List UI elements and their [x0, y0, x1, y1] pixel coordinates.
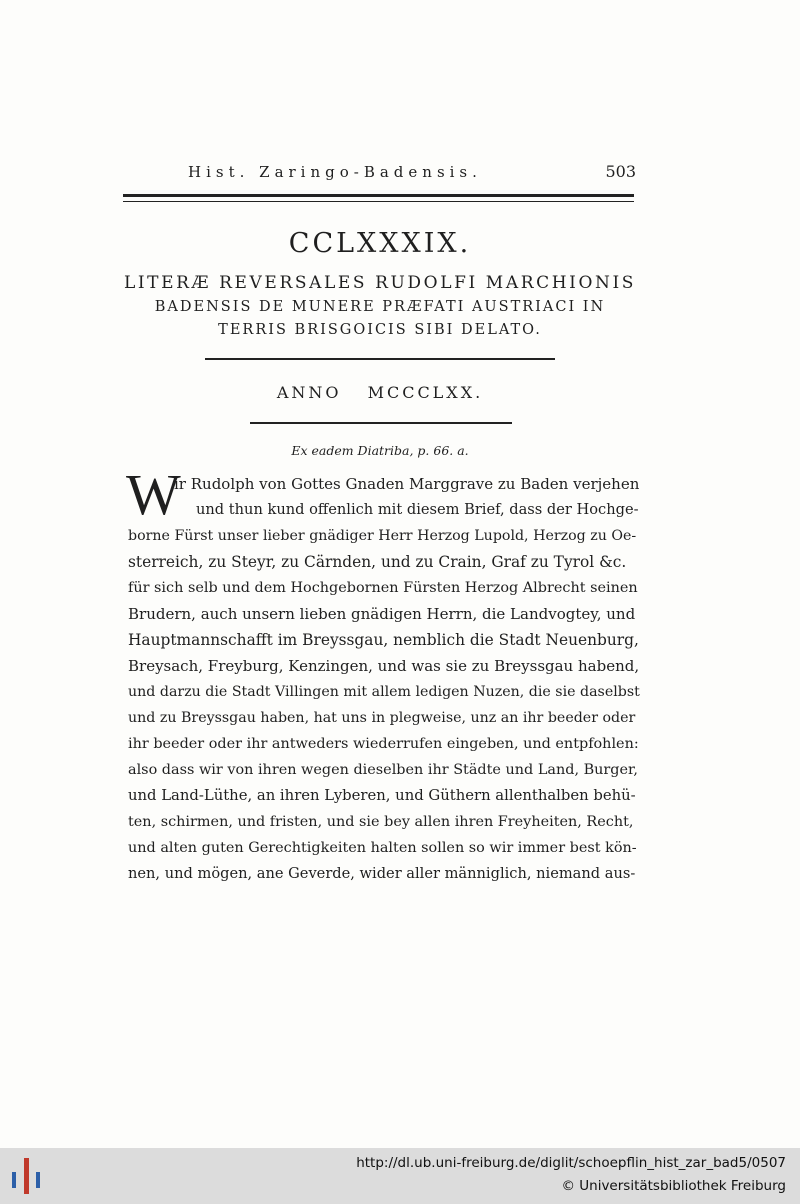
logo-bar-center: [24, 1158, 29, 1194]
body-line-12: also dass wir von ihren wegen dieselben ihr Städte und Land, Burger,: [128, 762, 638, 778]
drop-cap: W: [126, 462, 181, 527]
body-line-4: sterreich, zu Steyr, zu Cärnden, und zu Crain, Graf zu Tyrol &c.: [128, 553, 627, 571]
header-rule-thin: [123, 201, 634, 202]
copyright-notice: © Universitätsbibliothek Freiburg: [561, 1178, 786, 1194]
body-line-14: ten, schirmen, und fristen, und sie bey allen ihren Freyheiten, Recht,: [128, 814, 634, 830]
permalink-url[interactable]: http://dl.ub.uni-freiburg.de/diglit/schoepflin_hist_zar_bad5/0507: [356, 1155, 786, 1171]
header-rule-thick: [123, 194, 634, 197]
section-rule-2: [250, 422, 512, 424]
body-line-1: ir Rudolph von Gottes Gnaden Marggrave zu Baden verjehen: [174, 475, 640, 493]
subtitle-line-1: LITERÆ REVERSALES RUDOLFI MARCHIONIS: [123, 273, 637, 293]
body-line-6: Brudern, auch unsern lieben gnädigen Herrn, die Landvogtey, und: [128, 605, 636, 623]
logo-bar-left: [12, 1172, 16, 1188]
section-rule-1: [205, 358, 555, 360]
running-head: [188, 163, 636, 185]
body-line-2: und thun kund offenlich mit diesem Brief, dass der Hochge-: [196, 501, 639, 518]
running-head-title: Hist. Zaringo-Badensis.: [188, 163, 482, 181]
body-line-16: nen, und mögen, ane Geverde, wider aller männiglich, niemand aus-: [128, 865, 636, 882]
body-line-15: und alten guten Gerechtigkeiten halten sollen so wir immer best kön-: [128, 840, 637, 856]
viewer-footer: [0, 1148, 800, 1204]
ub-freiburg-logo-icon[interactable]: [10, 1156, 50, 1196]
body-line-8: Breysach, Freyburg, Kenzingen, und was sie zu Breyssgau habend,: [128, 657, 640, 675]
body-line-13: und Land-Lüthe, an ihren Lyberen, und Güthern allenthalben behü-: [128, 787, 636, 804]
source-citation: Ex eadem Diatriba, p. 66. a.: [291, 443, 469, 458]
logo-bar-right: [36, 1172, 40, 1188]
document-numeral: CCLXXXIX.: [288, 228, 472, 259]
body-line-11: ihr beeder oder ihr antweders wiederrufen eingeben, und entpfohlen:: [128, 736, 639, 752]
subtitle-line-3: TERRIS BRISGOICIS SIBI DELATO.: [218, 322, 542, 338]
body-line-3: borne Fürst unser lieber gnädiger Herr Herzog Lupold, Herzog zu Oe-: [128, 528, 637, 544]
body-line-5: für sich selb und dem Hochgebornen Fürsten Herzog Albrecht seinen: [128, 580, 638, 596]
body-line-7: Hauptmannschafft im Breyssgau, nemblich die Stadt Neuenburg,: [128, 631, 639, 649]
body-line-9: und darzu die Stadt Villingen mit allem ledigen Nuzen, die sie daselbst: [128, 684, 640, 700]
body-line-10: und zu Breyssgau haben, hat uns in plegweise, unz an ihr beeder oder: [128, 710, 636, 726]
subtitle-line-2: BADENSIS DE MUNERE PRÆFATI AUSTRIACI IN: [154, 299, 606, 315]
anno-heading: ANNO MCCCLXX.: [276, 383, 484, 402]
page-number: 503: [605, 162, 636, 181]
